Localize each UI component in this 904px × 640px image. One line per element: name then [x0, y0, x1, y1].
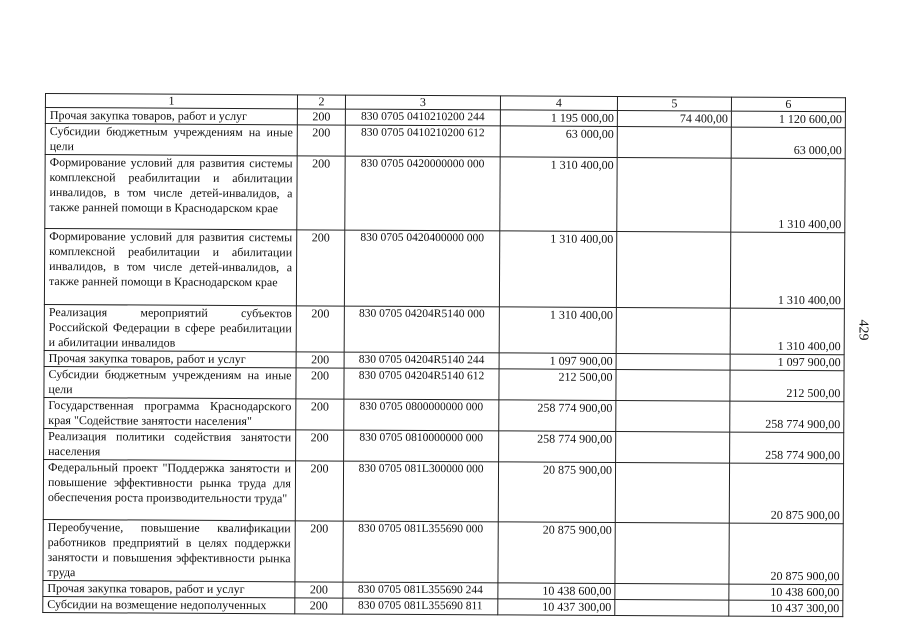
row-amount-cell: 10 438 600,00 [498, 583, 615, 600]
row-total-cell: 212 500,00 [730, 370, 844, 402]
table-row [44, 428, 844, 463]
row-total-cell: 258 774 900,00 [730, 401, 844, 433]
column-header: 6 [731, 97, 845, 112]
row-change-cell [616, 231, 730, 308]
row-change-cell [615, 522, 729, 584]
row-change-cell [617, 126, 731, 158]
row-change-cell [617, 157, 731, 232]
row-code-cell: 200 [296, 352, 344, 368]
row-amount-cell: 1 097 900,00 [499, 353, 616, 370]
row-name-cell: Прочая закупка товаров, работ и услуг [45, 108, 297, 125]
row-classification-cell: 830 0705 0420000000 000 [345, 156, 500, 231]
row-classification-cell: 830 0705 081L355690 244 [343, 582, 498, 599]
row-code-cell: 200 [295, 598, 343, 614]
row-classification-cell: 830 0705 0410210200 244 [345, 109, 500, 126]
row-classification-cell: 830 0705 0800000000 000 [344, 399, 499, 431]
row-classification-cell: 830 0705 081L355690 811 [343, 598, 498, 615]
row-name-cell: Субсидии на возмещение недополученных [43, 596, 295, 613]
row-amount-cell: 258 774 900,00 [499, 431, 616, 463]
row-code-cell: 200 [296, 368, 344, 399]
table-body [43, 108, 846, 617]
row-total-cell: 258 774 900,00 [730, 432, 844, 464]
row-code-cell: 200 [295, 521, 343, 582]
column-header: 2 [297, 95, 345, 109]
row-name-cell: Субсидии бюджетным учреждениям на иные цели [45, 124, 297, 156]
row-code-cell: 200 [297, 109, 345, 125]
row-amount-cell: 20 875 900,00 [498, 522, 615, 584]
row-name-cell: Реализация политики содействия занятости населения [44, 428, 296, 460]
row-amount-cell: 1 195 000,00 [500, 110, 617, 127]
row-name-cell: Субсидии бюджетным учреждениям на иные цели [44, 366, 296, 398]
row-code-cell: 200 [296, 430, 344, 461]
row-classification-cell: 830 0705 04204R5140 000 [344, 306, 499, 353]
row-code-cell: 200 [297, 156, 345, 230]
row-change-cell [616, 400, 730, 432]
row-amount-cell: 20 875 900,00 [498, 462, 615, 523]
row-name-cell: Прочая закупка товаров, работ и услуг [43, 580, 295, 597]
row-name-cell: Формирование условий для развития системы комплексной реабилитации и абилитации инвалидов, в том числе детей-инвалидов, а также ранней помощи в Краснодарском крае [44, 229, 296, 306]
row-code-cell: 200 [297, 125, 345, 156]
row-name-cell: Формирование условий для развития системы комплексной реабилитации и абилитации инвалидов, в том числе детей-инвалидов, а также ранней помощи в Краснодарском крае [45, 155, 297, 230]
row-total-cell: 1 310 400,00 [730, 232, 844, 309]
row-change-cell [615, 583, 729, 600]
column-header: 1 [45, 94, 297, 109]
table-row [44, 304, 844, 354]
row-amount-cell: 212 500,00 [499, 369, 616, 401]
row-total-cell: 10 437 300,00 [729, 600, 843, 617]
row-total-cell: 1 097 900,00 [730, 354, 844, 371]
row-name-cell: Переобучение, повышение квалификации работников предприятий в целях поддержки занятости и повышения эффективности рынка труда [43, 519, 295, 581]
row-name-cell: Государственная программа Краснодарского края "Содействие занятости населения" [44, 397, 296, 429]
row-amount-cell: 1 310 400,00 [499, 231, 616, 308]
row-code-cell: 200 [296, 306, 344, 352]
table-row [44, 397, 844, 432]
row-change-cell [616, 369, 730, 401]
row-amount-cell: 258 774 900,00 [499, 400, 616, 432]
row-code-cell: 200 [295, 582, 343, 598]
table-row [43, 519, 843, 584]
row-amount-cell: 10 437 300,00 [498, 599, 615, 616]
row-classification-cell: 830 0705 081L300000 000 [343, 461, 498, 522]
row-amount-cell: 1 310 400,00 [500, 157, 617, 232]
row-total-cell: 20 875 900,00 [729, 523, 843, 585]
row-name-cell: Федеральный проект "Поддержка занятости и повышение эффективности рынка труда для обеспечения роста производительности труда" [43, 459, 295, 520]
table-row [43, 596, 843, 616]
row-code-cell: 200 [296, 399, 344, 430]
column-header: 5 [617, 96, 731, 111]
budget-table [42, 93, 846, 617]
page-number: 429 [855, 319, 871, 341]
row-change-cell [616, 307, 730, 354]
row-classification-cell: 830 0705 04204R5140 244 [344, 352, 499, 369]
table-row [45, 124, 845, 159]
row-change-cell [616, 431, 730, 463]
row-name-cell: Прочая закупка товаров, работ и услуг [44, 350, 296, 367]
row-code-cell: 200 [295, 461, 343, 521]
row-total-cell: 20 875 900,00 [729, 463, 843, 524]
column-header: 3 [345, 95, 500, 110]
row-classification-cell: 830 0705 0810000000 000 [344, 430, 499, 462]
row-classification-cell: 830 0705 081L355690 000 [343, 521, 498, 583]
row-total-cell: 10 438 600,00 [729, 584, 843, 601]
table-row [43, 459, 843, 523]
row-change-cell [615, 599, 729, 616]
row-total-cell: 1 310 400,00 [730, 308, 844, 355]
table-row [45, 155, 845, 233]
row-total-cell: 1 310 400,00 [731, 158, 845, 233]
table-row [44, 229, 844, 309]
row-total-cell: 1 120 600,00 [731, 111, 845, 128]
row-classification-cell: 830 0705 04204R5140 612 [344, 368, 499, 400]
row-change-cell [615, 462, 729, 523]
row-change-cell [616, 353, 730, 370]
table-row [44, 366, 844, 401]
row-change-cell: 74 400,00 [617, 110, 731, 127]
row-classification-cell: 830 0705 0410210200 612 [345, 125, 500, 157]
row-total-cell: 63 000,00 [731, 127, 845, 159]
row-amount-cell: 1 310 400,00 [499, 307, 616, 354]
row-classification-cell: 830 0705 0420400000 000 [344, 230, 499, 307]
row-code-cell: 200 [296, 230, 344, 306]
column-header: 4 [500, 96, 617, 111]
row-name-cell: Реализация мероприятий субъектов Российской Федерации в сфере реабилитации и абилитации инвалидов [44, 304, 296, 351]
row-amount-cell: 63 000,00 [500, 126, 617, 158]
